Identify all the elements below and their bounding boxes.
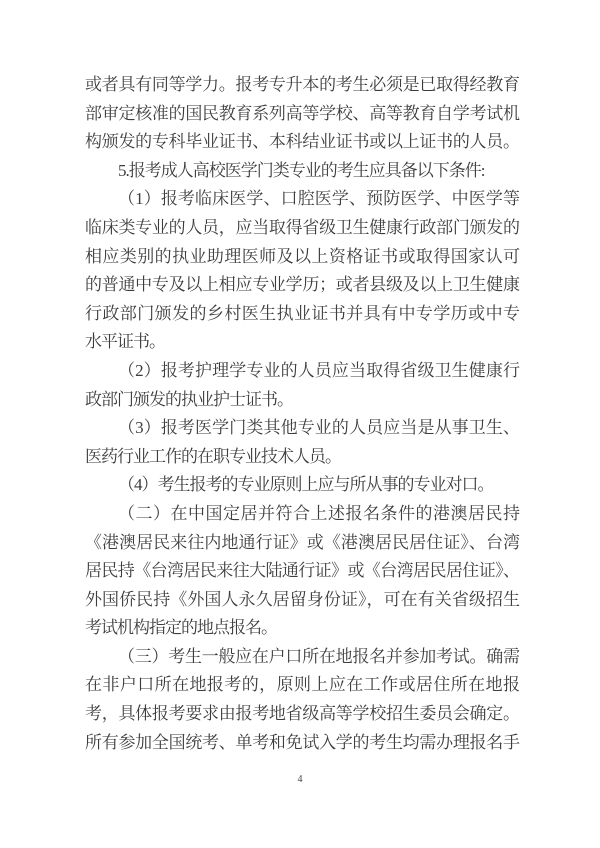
text-line: 构颁发的专科毕业证书、本科结业证书或以上证书的人员。 [85, 132, 519, 152]
text-line: 或者具有同等学力。报考专升本的考生必须是已取得经教育 [85, 75, 519, 94]
text-line: （4）考生报考的专业原则上应与所从事的专业对口。 [118, 475, 494, 495]
text-line: 考试机构指定的地点报名。 [85, 618, 277, 638]
text-line: 临床类专业的人员，应当取得省级卫生健康行政部门颁发的 [85, 217, 519, 237]
text-line: 5.报考成人高校医学门类专业的考生应具备以下条件: [118, 160, 485, 180]
text-line: （1）报考临床医学、口腔医学、预防医学、中医学等 [118, 189, 519, 209]
text-line: 的普通中专及以上相应专业学历；或者县级及以上卫生健康 [85, 275, 519, 295]
text-line: （2）报考护理学专业的人员应当取得省级卫生健康行 [118, 360, 519, 380]
text-line: 水平证书。 [85, 332, 165, 352]
text-line: 居民持《台湾居民来往大陆通行证》或《台湾居民居住证》、 [85, 561, 519, 581]
text-line: 相应类别的执业助理医师及以上资格证书或取得国家认可 [85, 246, 519, 266]
text-line: 部审定核准的国民教育系列高等学校、高等教育自学考试机 [85, 103, 519, 123]
text-line: （二）在中国定居并符合上述报名条件的港澳居民持 [118, 503, 519, 523]
document-body [85, 71, 519, 757]
text-line: 行政部门颁发的乡村医生执业证书并具有中专学历或中专 [85, 303, 519, 323]
text-line: （3）报考医学门类其他专业的人员应当是从事卫生、 [118, 418, 519, 438]
text-line: （三）考生一般应在户口所在地报名并参加考试。确需 [118, 646, 519, 666]
text-line: 《港澳居民来往内地通行证》或《港澳居民居住证》、台湾 [85, 532, 519, 552]
text-line: 考，具体报考要求由报考地省级高等学校招生委员会确定。 [85, 704, 519, 724]
text-line: 外国侨民持《外国人永久居留身份证》，可在有关省级招生 [85, 589, 519, 609]
text-line: 政部门颁发的执业护士证书。 [85, 389, 293, 409]
page-number: 4 [297, 774, 303, 785]
text-line: 医药行业工作的在职专业技术人员。 [85, 446, 341, 466]
text-line: 在非户口所在地报考的，原则上应在工作或居住所在地报 [85, 675, 519, 695]
text-line: 所有参加全国统考、单考和免试入学的考生均需办理报名手 [85, 732, 519, 752]
